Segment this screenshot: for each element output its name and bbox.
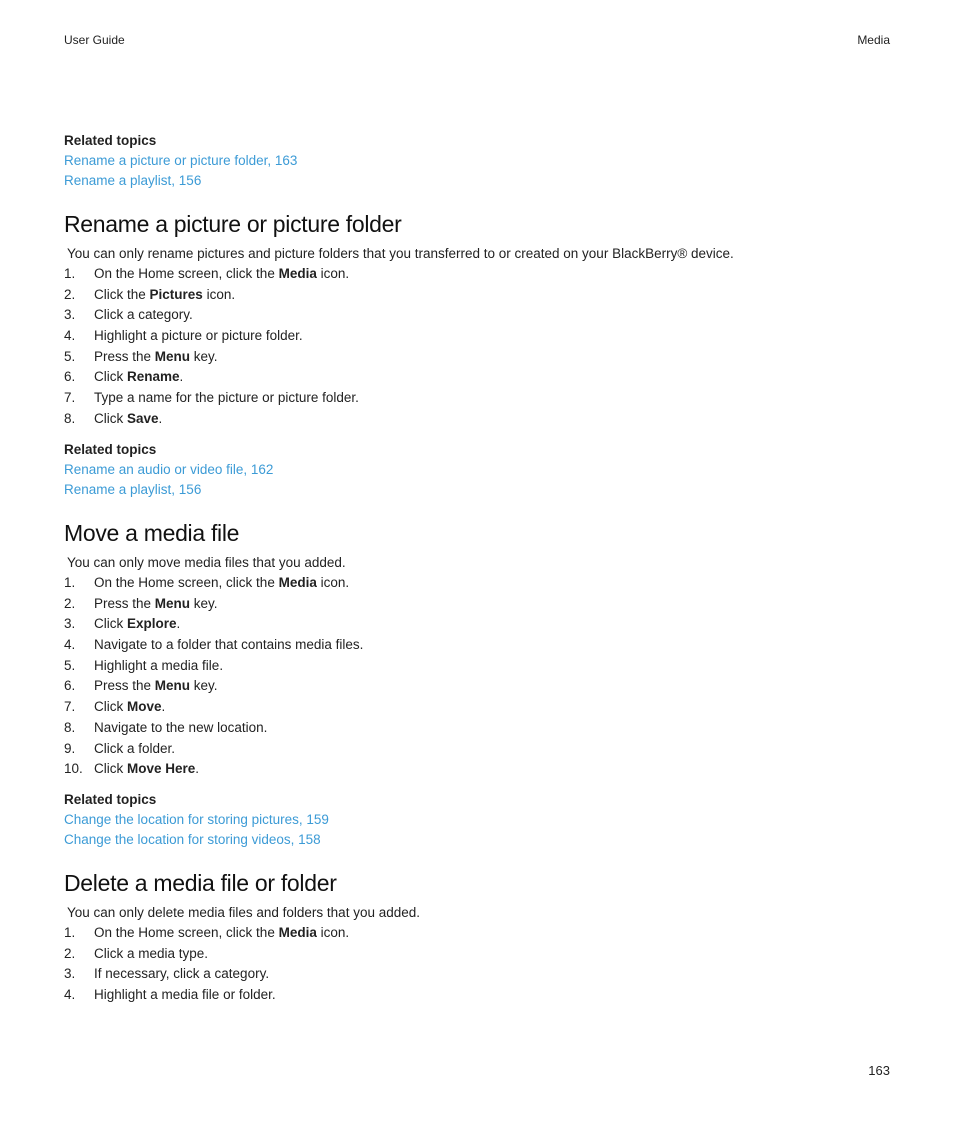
step-item <box>64 923 349 944</box>
step-item <box>64 264 359 285</box>
step-number: 7. <box>64 390 76 406</box>
step-number: 4. <box>64 987 76 1003</box>
step-item <box>64 718 363 739</box>
step-item <box>64 614 363 635</box>
step-ui-term: Menu <box>154 678 191 694</box>
header-section-name: Media <box>857 33 890 47</box>
step-text: If necessary, click a category. <box>94 966 270 982</box>
step-item <box>64 985 349 1006</box>
step-ui-term: Menu <box>154 595 191 611</box>
step-text-suffix: . <box>158 410 163 426</box>
step-ui-term: Media <box>278 925 317 940</box>
step-text: Type a name for the picture or picture folder. <box>94 390 359 406</box>
step-text-suffix: key. <box>190 348 218 364</box>
step-number: 2. <box>64 286 76 302</box>
step-ui-term: Explore <box>127 616 177 632</box>
section-heading-rename-picture: Rename a picture or picture folder <box>64 211 402 237</box>
step-text: Navigate to the new location. <box>94 719 268 735</box>
related-topics-label: Related topics <box>64 792 157 807</box>
step-text: Click <box>94 410 127 426</box>
step-ui-term: Move Here <box>127 761 196 777</box>
step-text-suffix: . <box>176 616 181 632</box>
related-link[interactable]: Rename a playlist, 156 <box>64 173 202 188</box>
section-intro: You can only delete media files and folders that you added. <box>67 905 420 920</box>
step-item <box>64 697 363 718</box>
step-ui-term: Pictures <box>149 286 203 302</box>
related-topics-label: Related topics <box>64 133 157 148</box>
steps-list-move-media-file <box>64 573 363 780</box>
step-text-suffix: icon. <box>316 925 350 940</box>
step-ui-term: Media <box>278 266 317 281</box>
steps-list-delete-media <box>64 923 349 1006</box>
related-link[interactable]: Change the location for storing videos, 158 <box>64 832 321 847</box>
step-text-suffix: . <box>179 369 184 385</box>
page-number: 163 <box>868 1063 890 1078</box>
step-number: 9. <box>64 740 76 756</box>
step-text: Highlight a media file. <box>94 657 224 673</box>
step-item <box>64 635 363 656</box>
step-text-suffix: . <box>161 699 166 715</box>
related-link[interactable]: Rename an audio or video file, 162 <box>64 462 274 477</box>
step-number: 8. <box>64 410 76 426</box>
header-doc-title: User Guide <box>64 33 125 47</box>
related-link[interactable]: Change the location for storing pictures, 159 <box>64 812 329 827</box>
step-number: 1. <box>64 575 76 590</box>
section-intro: You can only move media files that you added. <box>67 555 346 570</box>
step-text-suffix: icon. <box>202 286 236 302</box>
step-text: Press the <box>94 595 155 611</box>
step-item <box>64 347 359 368</box>
step-item <box>64 367 359 388</box>
step-number: 4. <box>64 637 76 653</box>
step-text: On the Home screen, click the <box>94 925 279 940</box>
step-text-suffix: key. <box>190 678 218 694</box>
step-item <box>64 573 363 594</box>
step-number: 2. <box>64 595 76 611</box>
related-link[interactable]: Rename a picture or picture folder, 163 <box>64 153 298 168</box>
step-ui-term: Rename <box>127 369 180 385</box>
step-text-suffix: icon. <box>316 266 350 281</box>
step-text: Click a category. <box>94 307 193 323</box>
step-text: Click <box>94 616 127 632</box>
step-item <box>64 409 359 430</box>
related-link[interactable]: Rename a playlist, 156 <box>64 482 202 497</box>
steps-list-rename-picture <box>64 264 359 430</box>
step-number: 2. <box>64 945 76 961</box>
step-text: Press the <box>94 678 155 694</box>
step-number: 5. <box>64 657 76 673</box>
step-number: 5. <box>64 348 76 364</box>
step-item <box>64 326 359 347</box>
step-ui-term: Media <box>278 575 317 590</box>
step-text: Click <box>94 699 127 715</box>
step-item <box>64 656 363 677</box>
step-number: 10. <box>64 761 83 777</box>
step-item <box>64 285 359 306</box>
step-text: Click <box>94 369 127 385</box>
related-topics-label: Related topics <box>64 442 157 457</box>
related-topics-2 <box>64 440 273 500</box>
step-text: Press the <box>94 348 155 364</box>
step-ui-term: Menu <box>154 348 191 364</box>
related-topics-3 <box>64 790 329 850</box>
step-number: 6. <box>64 369 76 385</box>
step-item <box>64 944 349 965</box>
step-number: 1. <box>64 925 76 940</box>
step-number: 3. <box>64 966 76 982</box>
step-text: Click the <box>94 286 150 302</box>
step-item <box>64 388 359 409</box>
section-intro: You can only rename pictures and picture folders that you transferred to or created on your BlackBerry® device. <box>67 246 734 261</box>
step-text: Navigate to a folder that contains media files. <box>94 637 364 653</box>
step-ui-term: Move <box>127 699 162 715</box>
section-heading-delete-media: Delete a media file or folder <box>64 870 337 896</box>
step-number: 1. <box>64 266 76 281</box>
step-item <box>64 305 359 326</box>
step-text-suffix: icon. <box>316 575 350 590</box>
step-ui-term: Save <box>127 410 159 426</box>
step-item <box>64 739 363 760</box>
step-text: Click a media type. <box>94 945 209 961</box>
step-number: 7. <box>64 699 76 715</box>
step-number: 4. <box>64 328 76 344</box>
step-item <box>64 964 349 985</box>
step-text: Highlight a media file or folder. <box>94 987 276 1003</box>
step-number: 3. <box>64 307 76 323</box>
step-text: Highlight a picture or picture folder. <box>94 328 303 344</box>
step-item <box>64 676 363 697</box>
step-text: Click a folder. <box>94 740 176 756</box>
step-item <box>64 594 363 615</box>
step-number: 6. <box>64 678 76 694</box>
related-topics-1 <box>64 131 297 191</box>
step-text: On the Home screen, click the <box>94 266 279 281</box>
step-text: Click <box>94 761 127 777</box>
section-heading-move-media-file: Move a media file <box>64 520 240 546</box>
step-number: 3. <box>64 616 76 632</box>
step-text-suffix: key. <box>190 595 218 611</box>
step-number: 8. <box>64 719 76 735</box>
step-text-suffix: . <box>195 761 200 777</box>
step-item <box>64 759 363 780</box>
step-text: On the Home screen, click the <box>94 575 279 590</box>
